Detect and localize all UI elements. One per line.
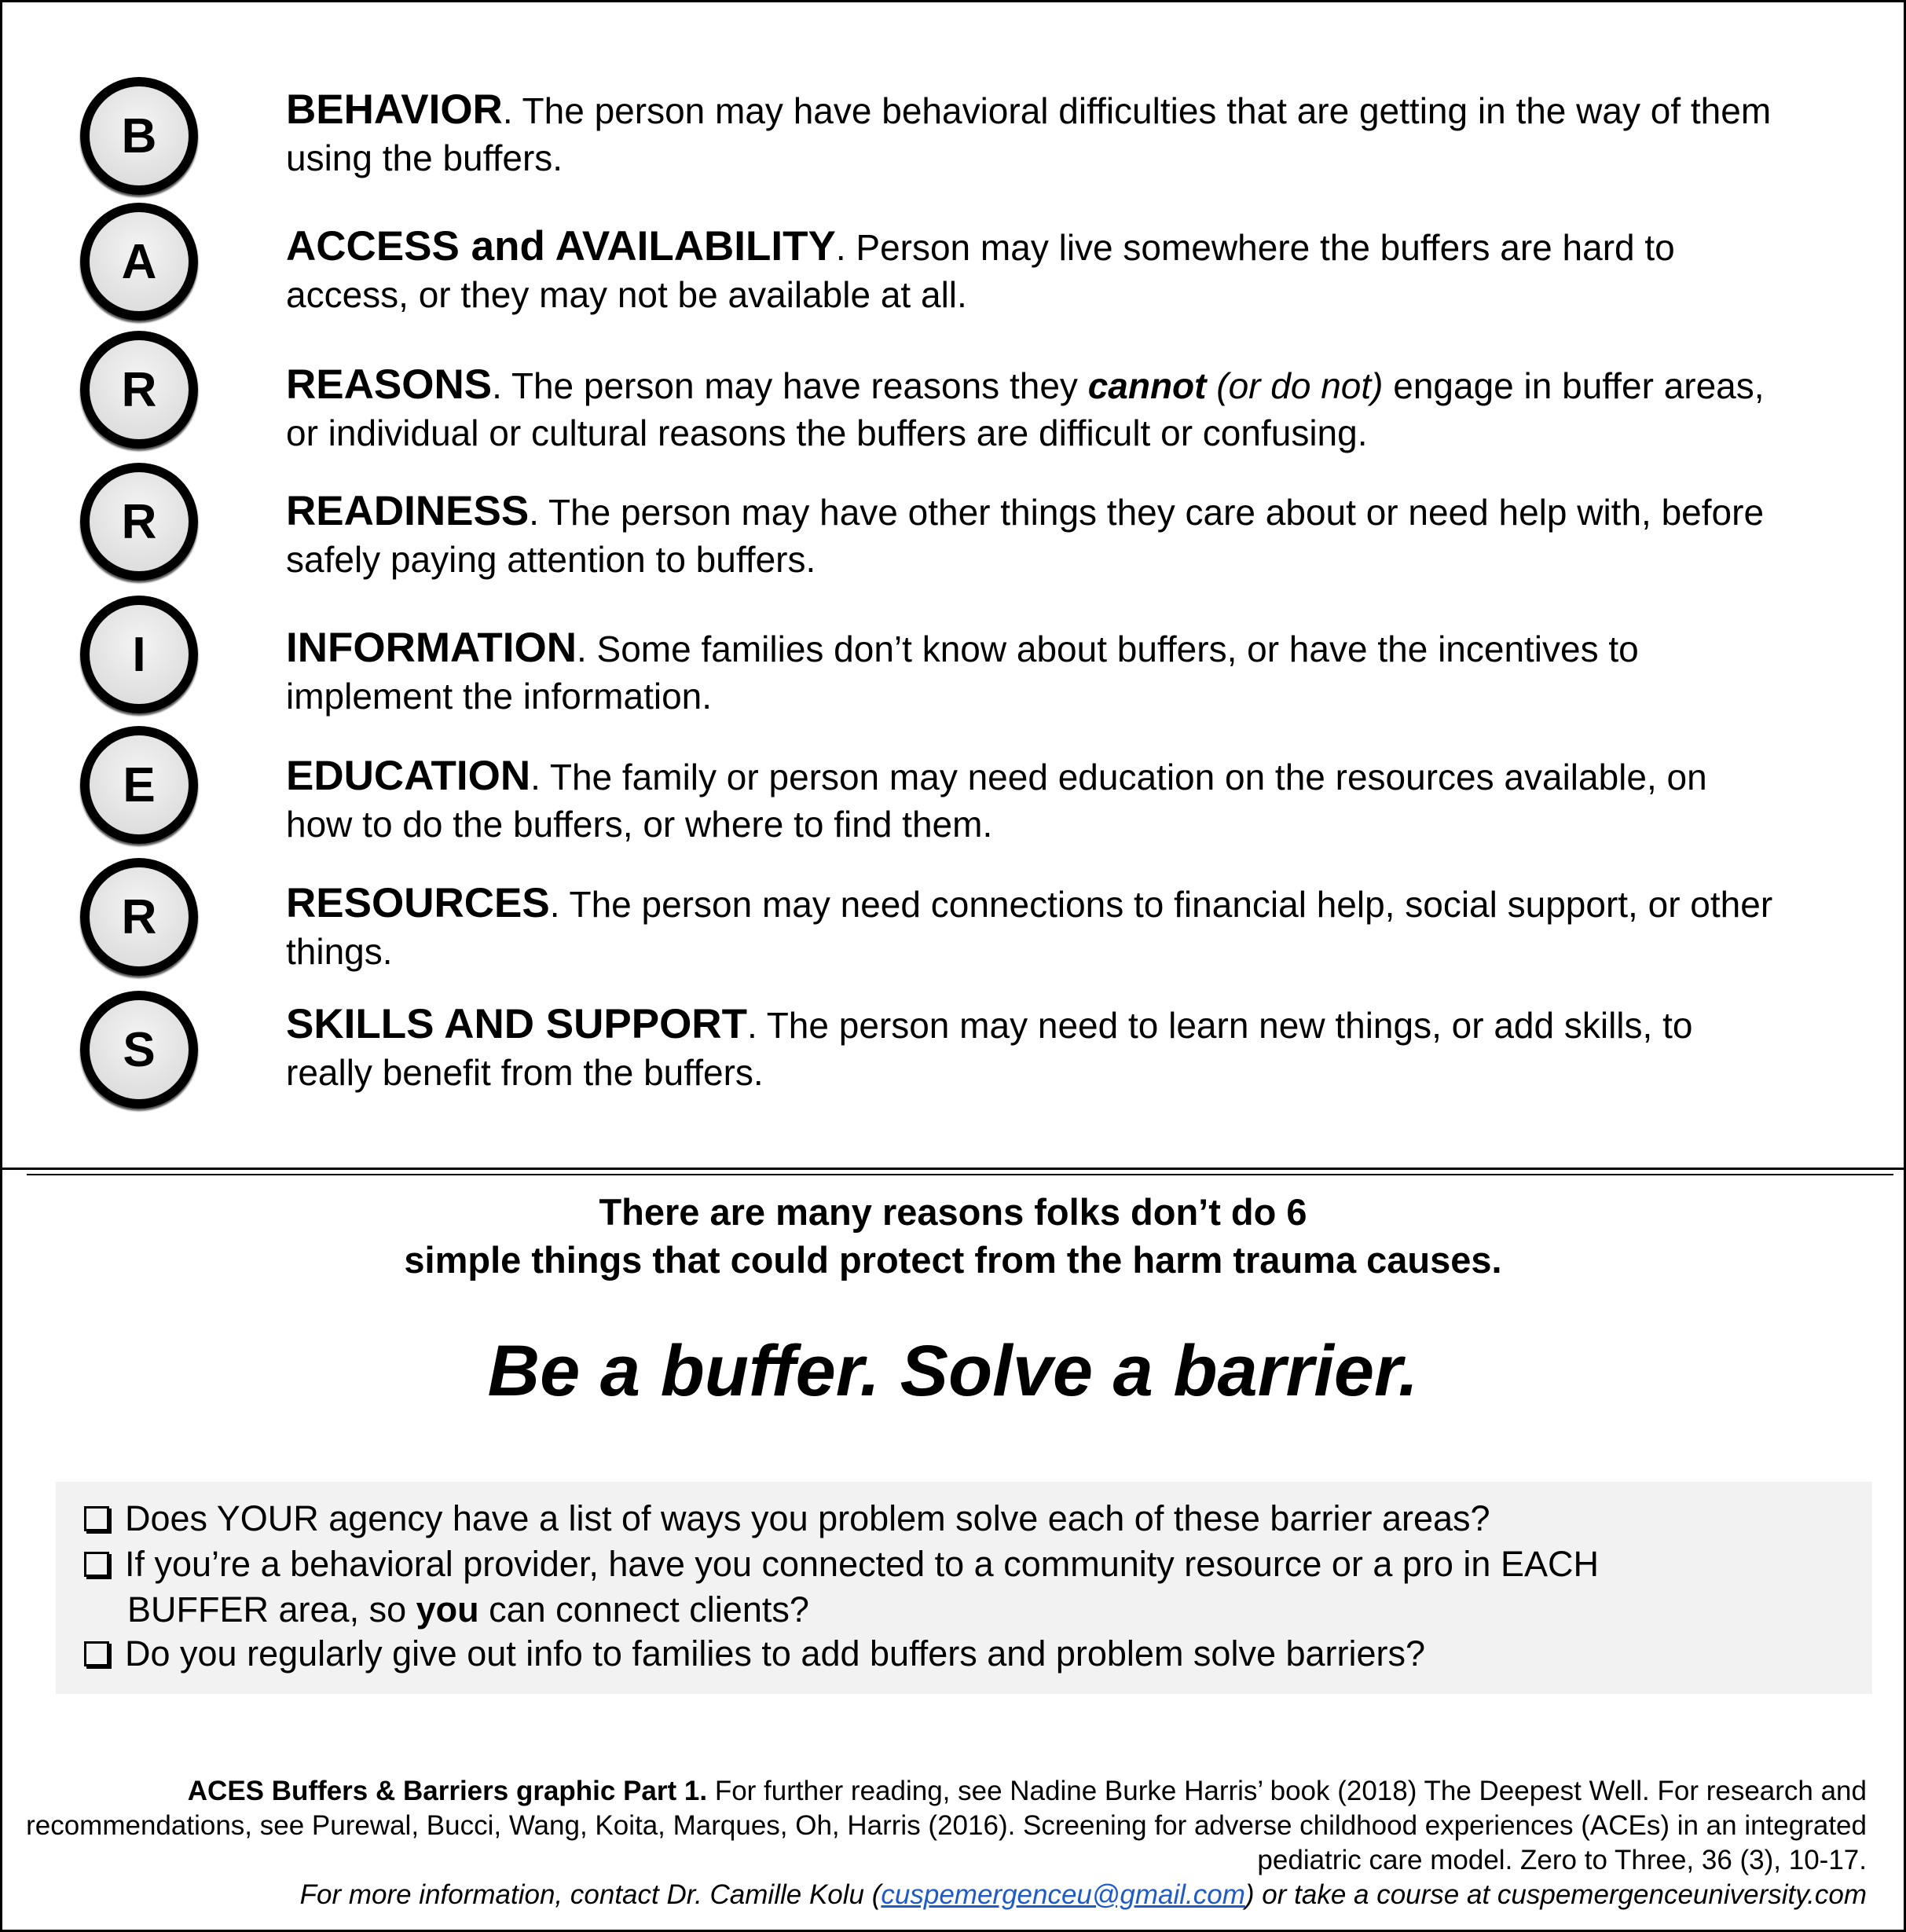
- divider: [2, 1168, 1904, 1170]
- barrier-item: ACCESS and AVAILABILITY. Person may live somewhere the buffers are hard to access, or they may not be available at all.: [286, 223, 1675, 315]
- checkbox-icon: [84, 1506, 109, 1531]
- barrier-item: READINESS. The person may have other things they care about or need help with, before safely paying attention to buffers.: [286, 488, 1765, 580]
- divider: [27, 1174, 1893, 1175]
- footer-citation: ACES Buffers & Barriers graphic Part 1. For further reading, see Nadine Burke Harris’ book (2018) The Deepest Well. For research and recommendations, see Purewal, Bucci, Wang, Koita, Marques, Oh, Harris (2016). Screening for adverse childhood experiences (ACEs) in an integrated pediatric care model. Zero to Three, 36 (3), 10-17. For more information, contact Dr. Camille Kolu (cuspemergenceu@gmail.com) or take a course at cuspemergenceuniversity.com: [13, 1774, 1867, 1912]
- checklist-item: If you’re a behavioral provider, have you connected to a community resource or a pro in EACH BUFFER area, so you can connect clients?: [84, 1542, 1599, 1633]
- checklist-item: Does YOUR agency have a list of ways you problem solve each of these barrier areas?: [84, 1496, 1490, 1542]
- barrier-item: REASONS. The person may have reasons they cannot (or do not) engage in buffer areas, or individual or cultural reasons the buffers are difficult or confusing.: [286, 361, 1765, 453]
- checklist-item: Do you regularly give out info to families to add buffers and problem solve barriers?: [84, 1631, 1425, 1677]
- barrier-item: INFORMATION. Some families don’t know about buffers, or have the incentives to implement the information.: [286, 625, 1639, 717]
- contact-line: For more information, contact Dr. Camille Kolu (cuspemergenceu@gmail.com) or take a course at cuspemergenceuniversity.com: [299, 1879, 1867, 1910]
- letter-badge-r: R: [80, 463, 198, 581]
- letter-badge-s: S: [80, 991, 198, 1109]
- barrier-item: SKILLS AND SUPPORT. The person may need to learn new things, or add skills, to really benefit from the buffers.: [286, 1001, 1693, 1093]
- barrier-item: EDUCATION. The family or person may need education on the resources available, on how to do the buffers, or where to find them.: [286, 753, 1707, 845]
- letter-badge-i: I: [80, 596, 198, 713]
- email-link[interactable]: cuspemergenceu@gmail.com: [881, 1879, 1245, 1910]
- lead-statement: There are many reasons folks don’t do 6 simple things that could protect from the harm trauma causes.: [404, 1191, 1502, 1281]
- barrier-item: RESOURCES. The person may need connections to financial help, social support, or other things.: [286, 880, 1773, 972]
- checkbox-icon: [84, 1641, 109, 1666]
- letter-badge-a: A: [80, 203, 198, 321]
- letter-badge-b: B: [80, 77, 198, 195]
- checklist-box: [56, 1482, 1872, 1694]
- checkbox-icon: [84, 1552, 109, 1577]
- letter-badge-r: R: [80, 331, 198, 449]
- letter-badge-e: E: [80, 726, 198, 844]
- barrier-item: BEHAVIOR. The person may have behavioral difficulties that are getting in the way of them using the buffers.: [286, 86, 1772, 178]
- slogan: Be a buffer. Solve a barrier.: [487, 1331, 1419, 1411]
- letter-badge-r: R: [80, 858, 198, 976]
